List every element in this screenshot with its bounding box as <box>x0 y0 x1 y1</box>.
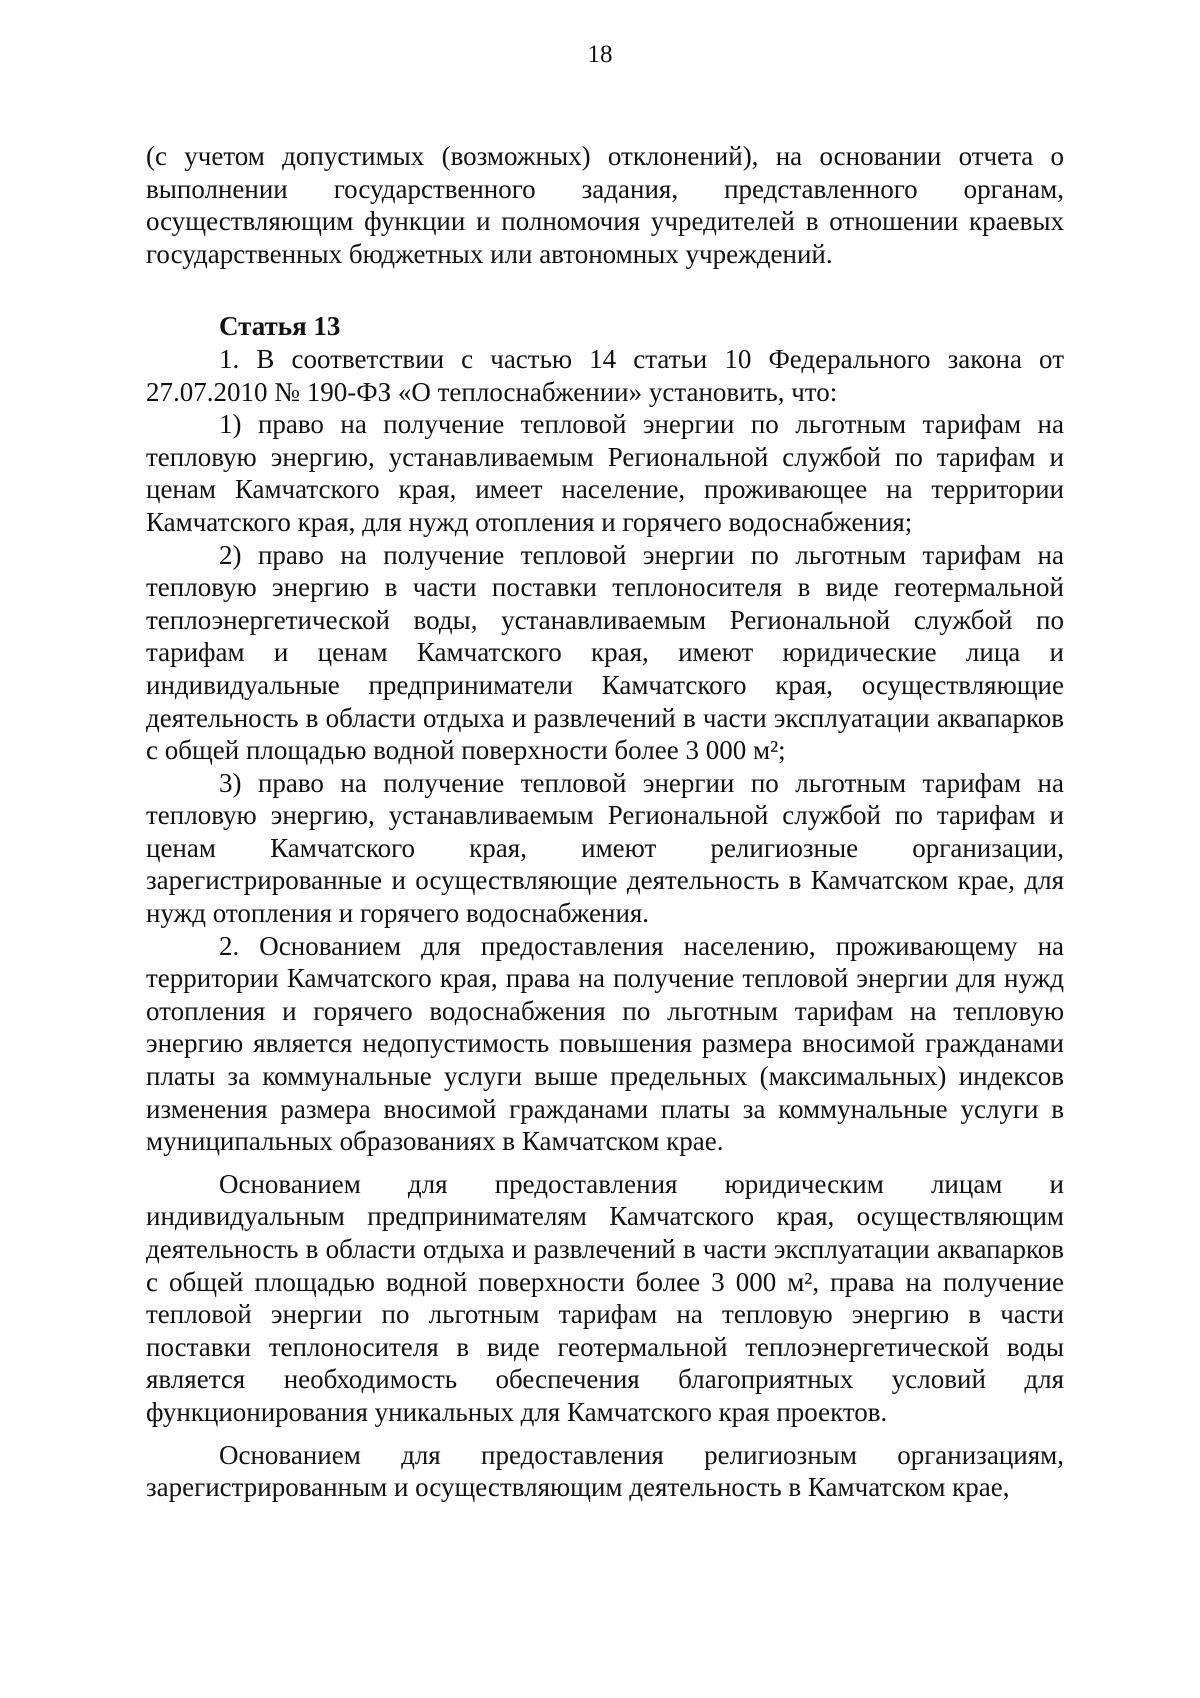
article-part-2: 2. Основанием для предоставления населению, проживающему на территории Камчатского края, права на получение тепловой энергии для нужд отопления и горячего водоснабжения по льготным тарифам на тепловую энергию является недопустимость повышения размера вносимой гражданами платы за коммунальные услуги выше предельных (максимальных) индексов изменения размера вносимой гражданами платы за коммунальные услуги в муниципальных образованиях в Камчатском крае. <box>146 930 1064 1157</box>
intro-paragraph: (с учетом допустимых (возможных) отклонений), на основании отчета о выполнении государственного задания, представленного органам, осуществляющим функции и полномочия учредителей в отношении краевых государственных бюджетных или автономных учреждений. <box>146 141 1064 269</box>
article-part-2-legal-entities: Основанием для предоставления юридическим лицам и индивидуальным предпринимателям Камчатского края, осуществляющим деятельность в области отдыха и развлечений в части эксплуатации аквапарков с общей площадью водной поверхности более 3 000 м², права на получение тепловой энергии по льготным тарифам на тепловую энергию в части поставки теплоносителя в виде геотермальной теплоэнергетической воды является необходимость обеспечения благоприятных условий для функционирования уникальных для Камчатского края проектов. <box>146 1168 1064 1427</box>
article-heading: Статья 13 <box>219 311 341 342</box>
article-item-1: 1) право на получение тепловой энергии по льготным тарифам на тепловую энергию, устанавливаемым Региональной службой по тарифам и ценам Камчатского края, имеет население, проживающее на территории Камчатского края, для нужд отопления и горячего водоснабжения; <box>146 409 1064 537</box>
page-number: 18 <box>587 41 613 68</box>
article-part-2-religious: Основанием для предоставления религиозным организациям, зарегистрированным и осуществляющим деятельность в Камчатском крае, <box>146 1439 1064 1503</box>
article-part-1: 1. В соответствии с частью 14 статьи 10 Федерального закона от 27.07.2010 № 190-ФЗ «О теплоснабжении» установить, что: <box>146 343 1064 407</box>
document-body <box>146 140 1064 1504</box>
article-item-3: 3) право на получение тепловой энергии по льготным тарифам на тепловую энергию, устанавливаемым Региональной службой по тарифам и ценам Камчатского края, имеют религиозные организации, зарегистрированные и осуществляющие деятельность в Камчатском крае, для нужд отопления и горячего водоснабжения. <box>146 767 1064 929</box>
article-item-2: 2) право на получение тепловой энергии по льготным тарифам на тепловую энергию в части поставки теплоносителя в виде геотермальной теплоэнергетической воды, устанавливаемым Региональной службой по тарифам и ценам Камчатского края, имеют юридические лица и индивидуальные предприниматели Камчатского края, осуществляющие деятельность в области отдыха и развлечений в части эксплуатации аквапарков с общей площадью водной поверхности более 3 000 м²; <box>146 539 1064 766</box>
